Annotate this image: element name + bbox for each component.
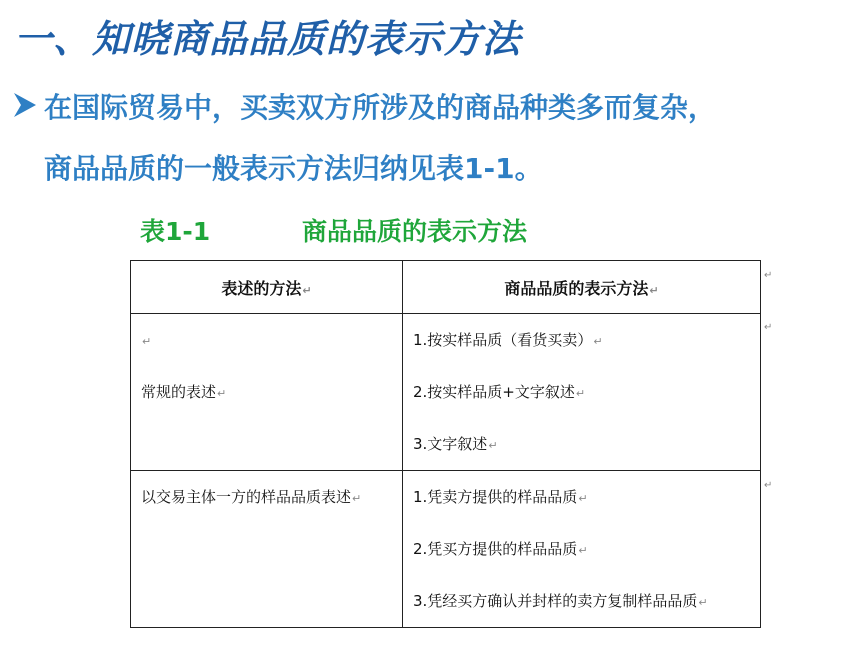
bullet-text-1: 在国际贸易中，买卖双方所涉及的商品种类多而复杂， (44, 91, 717, 124)
row-end-mark: ↵ (764, 322, 773, 333)
method-cell (131, 314, 403, 471)
representation-cell (403, 314, 761, 471)
table-caption-title: 商品品质的表示方法 (302, 217, 528, 246)
list-item: 2.按实样品质+文字叙述↵ (413, 383, 586, 401)
slide-title: 一、知晓商品品质的表示方法 (14, 17, 522, 61)
table-row (131, 471, 761, 628)
table-caption-number: 表1-1 (140, 217, 211, 246)
list-item: 1.凭卖方提供的样品品质↵ (413, 488, 588, 506)
method-text: 常规的表述↵ (141, 383, 227, 401)
header-cell-representation: 商品品质的表示方法↵ (403, 261, 761, 314)
row-end-mark: ↵ (764, 270, 773, 281)
empty-line: ↵ (142, 335, 152, 348)
list-item: 3.凭经买方确认并封样的卖方复制样品品质↵ (413, 592, 708, 610)
list-item: 1.按实样品质（看货买卖）↵ (413, 331, 603, 349)
list-item: 2.凭买方提供的样品品质↵ (413, 540, 588, 558)
table-header-row (131, 261, 761, 314)
representation-cell (403, 471, 761, 628)
bullet-paragraph-line-1 (10, 86, 716, 126)
list-item: 3.文字叙述↵ (413, 435, 498, 453)
quality-methods-table (130, 260, 761, 628)
arrow-bullet-icon (10, 90, 40, 120)
header-cell-method: 表述的方法↵ (131, 261, 403, 314)
bullet-paragraph-line-2: 商品品质的一般表示方法归纳见表1-1。 (44, 152, 543, 185)
method-text: 以交易主体一方的样品品质表述↵ (141, 488, 362, 506)
row-end-mark: ↵ (764, 480, 773, 491)
method-cell (131, 471, 403, 628)
table-row (131, 314, 761, 471)
